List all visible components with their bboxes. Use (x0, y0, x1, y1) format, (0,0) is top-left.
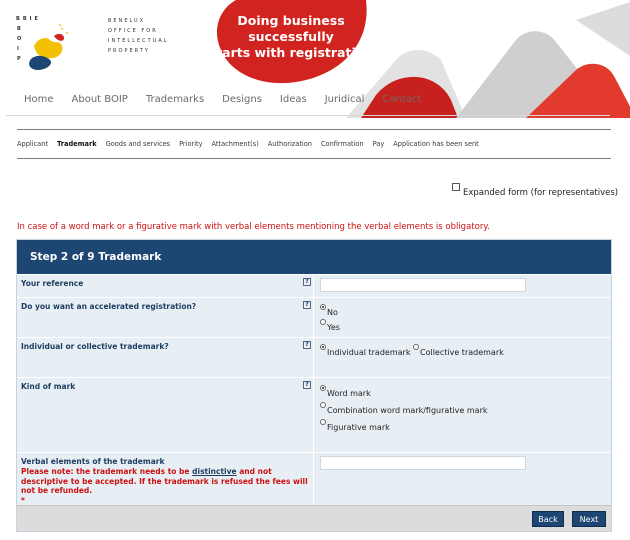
collective-trademark-option[interactable]: Collective trademark (413, 344, 504, 357)
nav-juridical[interactable]: Juridical (324, 93, 365, 105)
nav-designs[interactable]: Designs (222, 93, 262, 105)
row-verbal-elements (17, 452, 611, 505)
form-title: Step 2 of 9 Trademark (17, 240, 611, 274)
word-mark-option[interactable]: Word mark (320, 385, 371, 398)
reference-input[interactable] (320, 278, 526, 292)
trademark-form-panel (16, 239, 612, 532)
expanded-form-option (452, 183, 618, 198)
steps-divider-bottom (17, 158, 611, 159)
row-reference (17, 274, 611, 297)
help-icon[interactable]: ? (303, 381, 311, 389)
distinctive-link[interactable]: distinctive (192, 467, 237, 476)
combination-mark-option[interactable]: Combination word mark/figurative mark (320, 402, 488, 415)
expanded-form-label: Expanded form (for representatives) (463, 188, 619, 198)
slogan: Doing business successfully starts with registration (208, 13, 374, 60)
nav-ideas[interactable]: Ideas (279, 93, 307, 105)
help-icon[interactable]: ? (303, 301, 311, 309)
expanded-form-checkbox[interactable] (452, 183, 460, 191)
steps-divider-top (17, 129, 611, 130)
boip-logo-map (16, 14, 76, 74)
individual-trademark-option[interactable]: Individual trademark (320, 344, 410, 357)
next-button[interactable]: Next (572, 511, 606, 527)
help-icon[interactable]: ? (303, 341, 311, 349)
individual-collective-label: Individual or collective trademark? (21, 342, 169, 351)
distinctive-note: Please note: the trademark needs to be distinctive and not descriptive to be accepted. If the trademark is refused the fees will not be refunded. * (21, 467, 308, 505)
radio-button[interactable] (413, 344, 419, 350)
step-trademark[interactable]: Trademark (56, 140, 97, 148)
step-attachments[interactable]: Attachment(s) (211, 140, 259, 148)
warning-message: In case of a word mark or a figurative mark with verbal elements mentioning the verbal elements is obligatory. (17, 222, 490, 232)
kind-of-mark-label: Kind of mark (21, 382, 76, 391)
radio-button[interactable] (320, 419, 326, 425)
verbal-elements-label: Verbal elements of the trademark (21, 457, 165, 466)
step-pay[interactable]: Pay (372, 140, 385, 148)
radio-button[interactable] (320, 319, 326, 325)
radio-button[interactable] (320, 385, 326, 391)
help-icon[interactable]: ? (303, 278, 311, 286)
step-applicant[interactable]: Applicant (17, 140, 48, 148)
nav-about-boip[interactable]: About BOIP (71, 93, 128, 105)
step-confirmation[interactable]: Confirmation (320, 140, 364, 148)
verbal-elements-input[interactable] (320, 456, 526, 470)
accelerated-yes-option[interactable]: Yes (320, 319, 340, 332)
radio-button[interactable] (320, 344, 326, 350)
radio-button[interactable] (320, 402, 326, 408)
boip-vertical-letters: B O I P (17, 26, 22, 62)
nav-contact[interactable]: Contact (382, 93, 422, 105)
step-goods-and-services[interactable]: Goods and services (105, 140, 171, 148)
form-button-bar (17, 505, 611, 531)
nav-trademarks[interactable]: Trademarks (145, 93, 205, 105)
step-navigation (17, 140, 488, 148)
top-navigation (6, 88, 426, 110)
nav-home[interactable]: Home (24, 93, 54, 105)
required-marker: * (21, 495, 25, 505)
row-accelerated (17, 297, 611, 337)
figurative-mark-option[interactable]: Figurative mark (320, 419, 390, 432)
step-application-sent[interactable]: Application has been sent (393, 140, 479, 148)
org-name: BENELUX OFFICE FOR INTELLECTUAL PROPERTY (108, 18, 169, 54)
radio-button[interactable] (320, 304, 326, 310)
back-button[interactable]: Back (532, 511, 564, 527)
row-kind-of-mark (17, 377, 611, 452)
reference-label: Your reference (21, 279, 84, 288)
step-priority[interactable]: Priority (179, 140, 203, 148)
row-individual-collective (17, 337, 611, 377)
step-authorization[interactable]: Authorization (267, 140, 312, 148)
accelerated-no-option[interactable]: No (320, 304, 338, 317)
nav-divider (6, 115, 610, 116)
bbie-letters: BBIE (16, 16, 41, 22)
accelerated-label: Do you want an accelerated registration? (21, 302, 197, 311)
